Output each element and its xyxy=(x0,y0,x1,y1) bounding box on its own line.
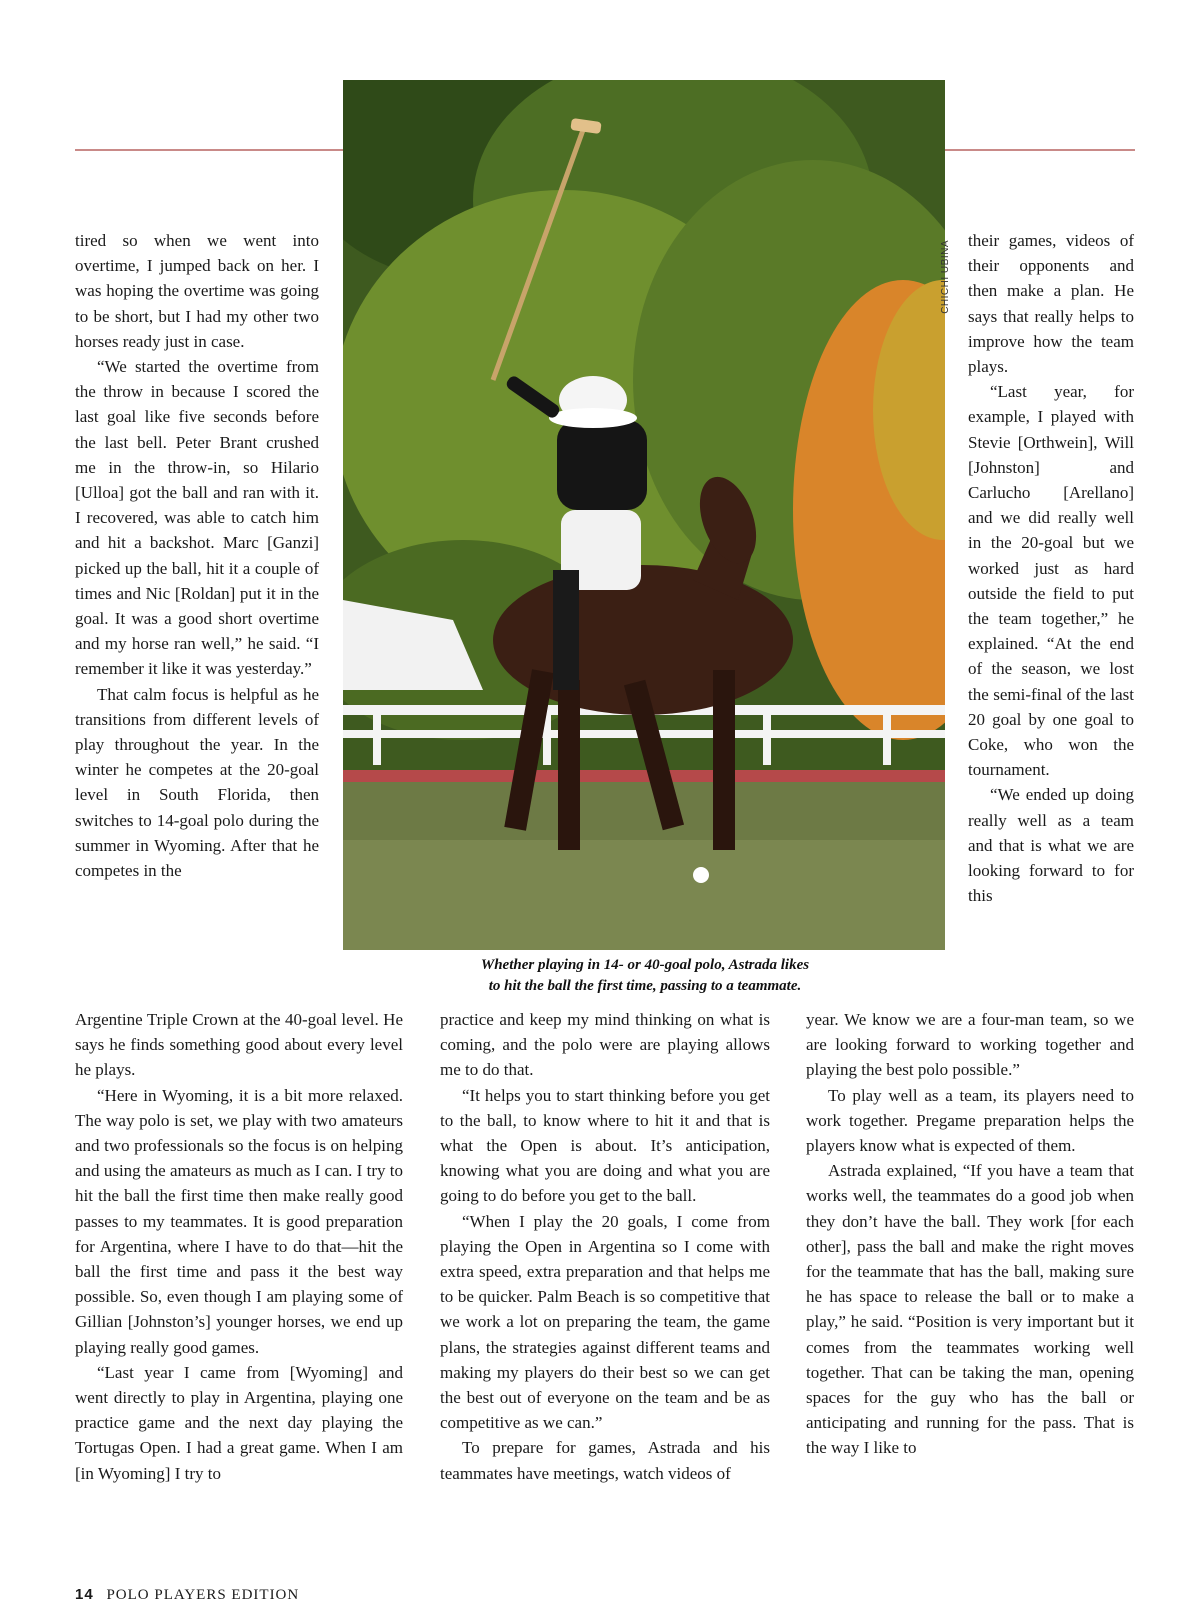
paragraph: “Last year I came from [Wyoming] and went directly to play in Argentina, playing one practice game and the next day playing the Tortugas Open. I had a great game. When I am [in Wyoming] I try to xyxy=(75,1362,403,1483)
paragraph: To prepare for games, Astrada and his teammates have meetings, watch videos of xyxy=(440,1438,770,1483)
right-column-wide xyxy=(806,1007,1134,1461)
publication-name: POLO PLAYERS EDITION xyxy=(106,1587,300,1603)
photo-caption xyxy=(430,955,860,997)
paragraph: “When I play the 20 goals, I come from playing the Open in Argentina so I come with extra speed, extra preparation and that helps me to be quicker. Palm Beach is so competitive that we work a lot on preparing the team, the game plans, the strategies against different teams and making my players do their best so we can get the best out of everyone on the team and be as competitive as we can.” xyxy=(440,1211,770,1433)
caption-line-2: to hit the ball the first time, passing to a teammate. xyxy=(488,978,802,994)
paragraph: “We started the overtime from the throw in because I scored the last goal like five seconds before the last bell. Peter Brant crushed me in the throw-in, so Hilario [Ulloa] got the ball and ran with it. I recovered, was able to catch him and hit a backshot. Marc [Ganzi] picked up the ball, hit it a couple of times and Nic [Roldan] put it in the goal. It was a good short overtime and my horse ran well,” he said. “I remember it like it was yesterday.” xyxy=(75,357,319,679)
page-footer xyxy=(75,1586,299,1604)
photo-credit: CHICHI UBINA xyxy=(940,240,951,314)
left-column-wide xyxy=(75,1007,403,1486)
header-rule-right xyxy=(945,149,1135,151)
right-column-narrow xyxy=(968,228,1134,908)
paragraph: their games, videos of their opponents and then make a plan. He says that really helps to improve how the team plays. xyxy=(968,231,1134,377)
paragraph: practice and keep my mind thinking on what is coming, and the polo were are playing allows me to do that. xyxy=(440,1010,770,1080)
paragraph: Astrada explained, “If you have a team that works well, the teammates do a good job when they don’t have the ball. They work [for each other], pass the ball and make the right moves for the teammate that has the ball, making sure he has space to release the ball or to make a play,” he said. “Position is very important but it comes from the teammates working well together. That can be taking the man, opening spaces for the guy who has the ball or anticipating and running for the pass. That is the way I like to xyxy=(806,1161,1134,1458)
paragraph: Argentine Triple Crown at the 40-goal level. He says he finds something good about every level he plays. xyxy=(75,1010,403,1080)
paragraph: “Last year, for example, I played with Stevie [Orthwein], Will [Johnston] and Carlucho [Arellano] and we did really well in the 20-goal but we worked just as hard outside the field to put the team together,” he explained. “At the end of the season, we lost the semi-final of the last 20 goal by one goal to Coke, who won the tournament. xyxy=(968,382,1134,780)
page-number: 14 xyxy=(75,1586,94,1603)
paragraph: year. We know we are a four-man team, so we are looking forward to working together and playing the best polo possible.” xyxy=(806,1010,1134,1080)
paragraph: “It helps you to start thinking before you get to the ball, to know where to hit it and that is what the Open is about. It’s anticipation, knowing what you are doing and what you are going to do before you get to the ball. xyxy=(440,1085,770,1206)
paragraph: That calm focus is helpful as he transitions from different levels of play throughout the year. In the winter he competes at the 20-goal level in South Florida, then switches to 14-goal polo during the summer in Wyoming. After that he competes in the xyxy=(75,684,319,881)
paragraph: “We ended up doing really well as a team and that is what we are looking forward to for this xyxy=(968,785,1134,906)
header-rule-left xyxy=(75,149,343,151)
paragraph: “Here in Wyoming, it is a bit more relaxed. The way polo is set, we play with two amateurs and two professionals so the focus is on helping and using the amateurs as much as I can. I try to hit the ball the first time then make really good passes to my teammates. It is good preparation for Argentina, where I have to do that—hit the ball the first time and pass it the best way possible. So, even though I am playing some of Gillian [Johnston’s] younger horses, we end up playing really good games. xyxy=(75,1085,403,1357)
middle-column xyxy=(440,1007,770,1486)
caption-line-1: Whether playing in 14- or 40-goal polo, Astrada likes xyxy=(480,957,810,973)
polo-player-photo xyxy=(343,80,945,950)
left-column-narrow xyxy=(75,228,319,883)
paragraph: tired so when we went into overtime, I jumped back on her. I was hoping the overtime was going to be short, but I had my other two horses ready just in case. xyxy=(75,231,319,351)
paragraph: To play well as a team, its players need to work together. Pregame preparation helps the players know what is expected of them. xyxy=(806,1085,1134,1156)
